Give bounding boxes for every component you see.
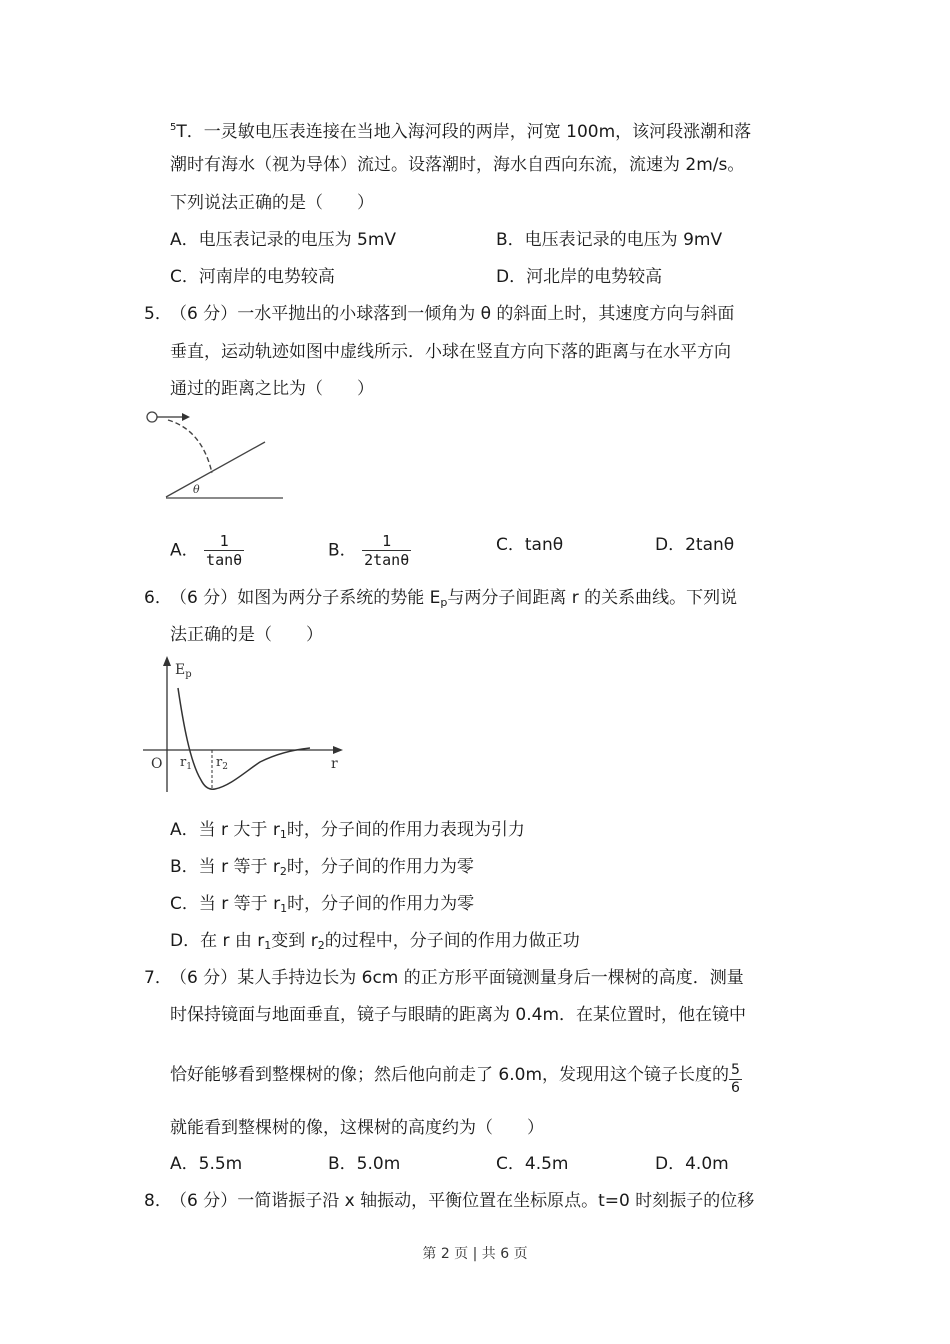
q6-option-c: C．当 r 等于 $r_1$时，分子间的作用力为零 bbox=[170, 894, 475, 915]
svg-text:Ep: $E_p$ bbox=[175, 662, 192, 680]
q5-option-b: B． $\frac{1}{2\tan\theta}$ bbox=[328, 532, 410, 569]
svg-text:O: O bbox=[151, 756, 163, 772]
q6-number: 6． bbox=[144, 588, 172, 608]
q4-line-2: 潮时有海水（视为导体）流过。设落潮时，海水自西向东流，流速为 2m/s。 bbox=[170, 155, 745, 175]
svg-text:r1: $r_1$ bbox=[180, 755, 192, 772]
q7-option-b: B．5.0m bbox=[328, 1154, 401, 1174]
q8-line-1: （6 分）一简谐振子沿 x 轴振动，平衡位置在坐标原点。t=0 时刻振子的位移 bbox=[170, 1191, 755, 1211]
q7-option-c: C．4.5m bbox=[496, 1154, 569, 1174]
q6-option-a: A．当 r 大于 $r_1$时，分子间的作用力表现为引力 bbox=[170, 820, 525, 841]
y-axis-arrow-icon bbox=[163, 656, 171, 666]
q7-line-3: 恰好能够看到整棵树的像；然后他向前走了 6.0m，发现用这个镜子长度的 $\frac{5}{6}$ bbox=[170, 1062, 740, 1096]
q7-option-d: D．4.0m bbox=[655, 1154, 729, 1174]
q7-line-2: 时保持镜面与地面垂直，镜子与眼睛的距离为 0.4m．在某位置时，他在镜中 bbox=[170, 1005, 746, 1025]
q5-option-d: D．2tanθ bbox=[655, 535, 735, 555]
ball-icon bbox=[147, 412, 157, 422]
svg-text:r2: $r_2$ bbox=[216, 755, 228, 772]
q6-line-2: 法正确的是（ ） bbox=[170, 625, 323, 645]
q5-option-c: C．tanθ bbox=[496, 535, 564, 555]
q6-option-b: B．当 r 等于 $r_2$时，分子间的作用力为零 bbox=[170, 857, 474, 878]
velocity-arrow-icon bbox=[182, 413, 190, 421]
svg-text:θ: θ bbox=[193, 483, 200, 496]
q4-option-d: D．河北岸的电势较高 bbox=[496, 267, 663, 287]
q6-option-d: D．在 r 由 $r_1$变到 $r_2$的过程中，分子间的作用力做正功 bbox=[170, 931, 580, 952]
q7-line-1: （6 分）某人手持边长为 6cm 的正方形平面镜测量身后一棵树的高度．测量 bbox=[170, 968, 744, 988]
q4-option-a: A．电压表记录的电压为 5mV bbox=[170, 230, 397, 250]
q4-line-3: 下列说法正确的是（ ） bbox=[170, 193, 374, 213]
x-axis-arrow-icon bbox=[333, 746, 343, 754]
q7-number: 7． bbox=[144, 968, 172, 988]
q5-option-a: A． $\frac{1}{\tan\theta}$ bbox=[170, 532, 243, 569]
q5-line-1: （6 分）一水平抛出的小球落到一倾角为 θ 的斜面上时，其速度方向与斜面 bbox=[170, 304, 735, 324]
q5-line-2: 垂直，运动轨迹如图中虚线所示．小球在竖直方向下落的距离与在水平方向 bbox=[170, 342, 731, 362]
q8-number: 8． bbox=[144, 1191, 172, 1211]
q4-option-b: B．电压表记录的电压为 9mV bbox=[496, 230, 723, 250]
q5-number: 5． bbox=[144, 304, 172, 324]
svg-text:r: r bbox=[331, 756, 338, 772]
q4-text: 一灵敏电压表连接在当地入海河段的两岸，河宽 100m，该河段涨潮和落 bbox=[203, 122, 752, 142]
q7-option-a: A．5.5m bbox=[170, 1154, 243, 1174]
q4-prefix: T． bbox=[176, 122, 204, 142]
q7-line-4: 就能看到整棵树的像，这棵树的高度约为（ ） bbox=[170, 1118, 544, 1138]
q4-option-c: C．河南岸的电势较高 bbox=[170, 267, 335, 287]
q6-potential-energy-graph bbox=[135, 652, 350, 802]
q6-line-1: （6 分）如图为两分子系统的势能 $E_p$与两分子间距离 r 的关系曲线。下列说 bbox=[170, 588, 738, 609]
q4-prefix-sup: 5 bbox=[170, 122, 177, 133]
q5-line-3: 通过的距离之比为（ ） bbox=[170, 379, 374, 399]
page-footer: 第 2 页 | 共 6 页 bbox=[422, 1246, 528, 1262]
q4-line-1 bbox=[170, 116, 751, 144]
q5-incline-figure bbox=[140, 405, 290, 505]
